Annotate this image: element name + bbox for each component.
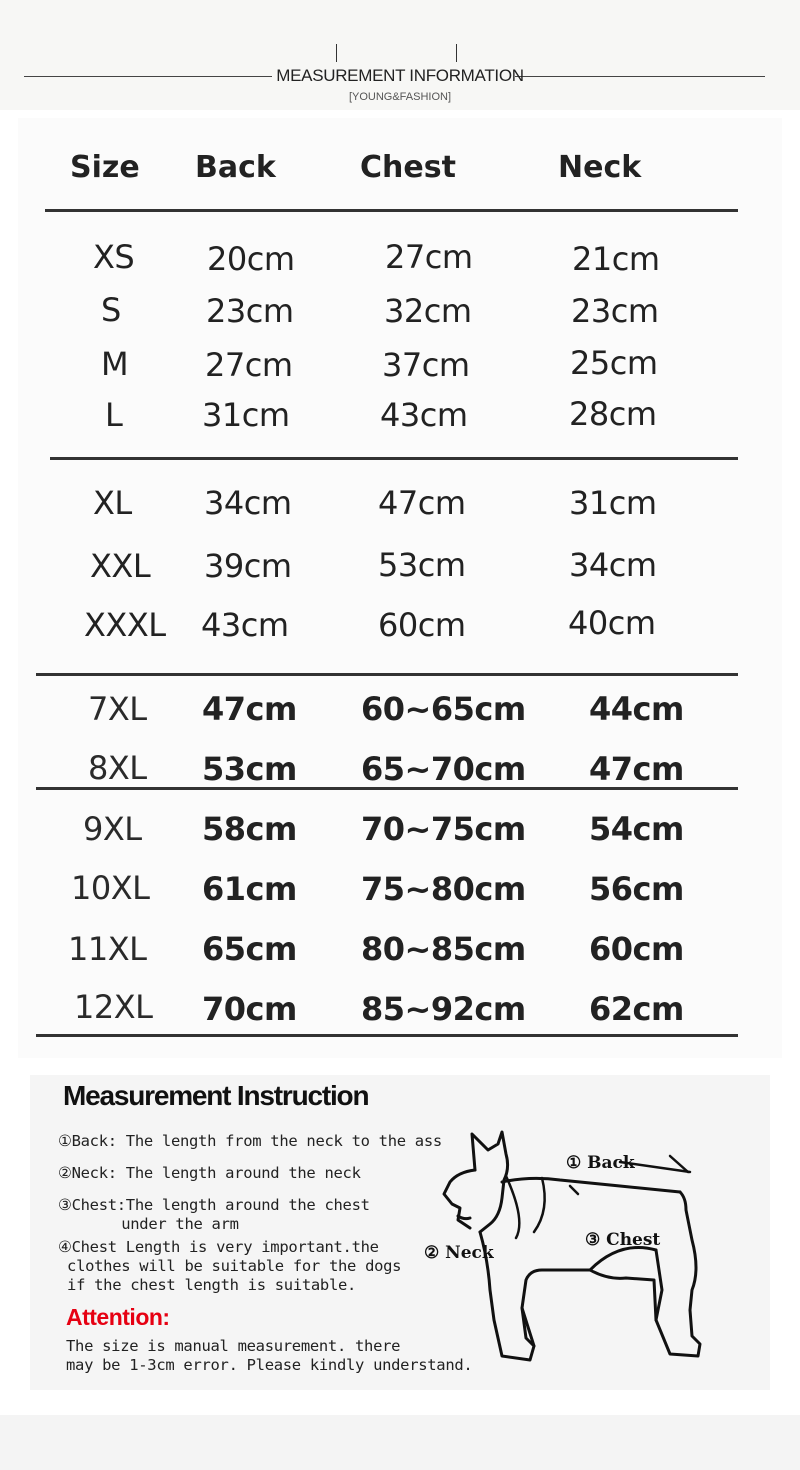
instruction-title: Measurement Instruction xyxy=(63,1080,369,1111)
attention-text-line2: may be 1-3cm error. Please kindly understand. xyxy=(66,1356,473,1374)
diagram-neck-label: ② Neck xyxy=(424,1243,494,1263)
footer-band xyxy=(0,1415,800,1470)
cell-chest: 47cm xyxy=(378,484,466,522)
diagram-back-label: ① Back xyxy=(566,1153,635,1173)
table-rule xyxy=(45,209,738,212)
cell-back: 61cm xyxy=(202,870,297,908)
cell-chest: 80~85cm xyxy=(361,930,526,968)
attention-label: Attention: xyxy=(66,1304,170,1330)
cell-size: 8XL xyxy=(88,749,147,787)
cell-neck: 25cm xyxy=(570,344,658,382)
cell-size: 11XL xyxy=(68,930,147,968)
col-header-back: Back xyxy=(195,150,276,185)
cell-chest: 53cm xyxy=(378,546,466,584)
cell-back: 70cm xyxy=(202,990,297,1028)
cell-neck: 54cm xyxy=(589,810,684,848)
cell-chest: 65~70cm xyxy=(361,750,526,788)
cell-size: L xyxy=(105,396,123,434)
cell-back: 34cm xyxy=(204,484,292,522)
col-header-neck: Neck xyxy=(558,150,642,185)
cell-size: 12XL xyxy=(74,988,153,1026)
cell-back: 58cm xyxy=(202,810,297,848)
cell-chest: 70~75cm xyxy=(361,810,526,848)
cell-size: XL xyxy=(93,484,132,522)
cell-chest: 43cm xyxy=(380,396,468,434)
header-subtitle: [YOUNG&FASHION] xyxy=(348,91,452,103)
instruction-chest-length: ④Chest Length is very important.the xyxy=(58,1238,379,1256)
cell-neck: 23cm xyxy=(571,292,659,330)
cell-chest: 60~65cm xyxy=(361,690,526,728)
cell-chest: 75~80cm xyxy=(361,870,526,908)
header-title: MEASUREMENT INFORMATION xyxy=(276,66,524,85)
cell-back: 65cm xyxy=(202,930,297,968)
cell-chest: 37cm xyxy=(382,346,470,384)
instruction-chest-length-line2: clothes will be suitable for the dogs xyxy=(58,1257,402,1275)
col-header-chest: Chest xyxy=(360,150,456,185)
table-rule xyxy=(36,1034,738,1037)
instruction-chest: ③Chest:The length around the chest xyxy=(58,1196,370,1214)
cell-chest: 27cm xyxy=(385,238,473,276)
instruction-back: ①Back: The length from the neck to the ass xyxy=(58,1132,442,1150)
cell-back: 23cm xyxy=(206,292,294,330)
cell-size: S xyxy=(101,291,121,329)
cell-back: 43cm xyxy=(201,606,289,644)
instruction-neck: ②Neck: The length around the neck xyxy=(58,1164,361,1182)
cell-back: 27cm xyxy=(205,346,293,384)
attention-text-line1: The size is manual measurement. there xyxy=(66,1337,401,1355)
cell-back: 20cm xyxy=(207,240,295,278)
header-tick-left xyxy=(336,44,337,62)
instruction-chest-length-line3: if the chest length is suitable. xyxy=(58,1276,357,1294)
instruction-chest-line2: under the arm xyxy=(58,1215,239,1233)
cell-back: 39cm xyxy=(204,547,292,585)
cell-neck: 62cm xyxy=(589,990,684,1028)
cell-chest: 60cm xyxy=(378,606,466,644)
cell-size: 7XL xyxy=(88,690,147,728)
cell-neck: 47cm xyxy=(589,750,684,788)
cell-size: M xyxy=(101,345,129,383)
cell-neck: 44cm xyxy=(589,690,684,728)
cell-size: 9XL xyxy=(83,810,142,848)
cell-neck: 60cm xyxy=(589,930,684,968)
cell-neck: 21cm xyxy=(572,240,660,278)
diagram-chest-label: ③ Chest xyxy=(585,1230,661,1250)
cell-back: 31cm xyxy=(202,396,290,434)
table-rule xyxy=(50,457,738,460)
cell-size: 10XL xyxy=(71,869,150,907)
cell-neck: 31cm xyxy=(569,484,657,522)
cell-back: 53cm xyxy=(202,750,297,788)
cell-size: XXL xyxy=(90,547,151,585)
cell-neck: 28cm xyxy=(569,395,657,433)
cell-neck: 40cm xyxy=(568,604,656,642)
cell-size: XS xyxy=(93,238,135,276)
cell-chest: 32cm xyxy=(384,292,472,330)
table-rule xyxy=(36,673,738,676)
cell-size: XXXL xyxy=(84,606,166,644)
cell-neck: 56cm xyxy=(589,870,684,908)
col-header-size: Size xyxy=(70,150,140,185)
cell-chest: 85~92cm xyxy=(361,990,526,1028)
cell-back: 47cm xyxy=(202,690,297,728)
header-tick-right xyxy=(456,44,457,62)
cell-neck: 34cm xyxy=(569,546,657,584)
